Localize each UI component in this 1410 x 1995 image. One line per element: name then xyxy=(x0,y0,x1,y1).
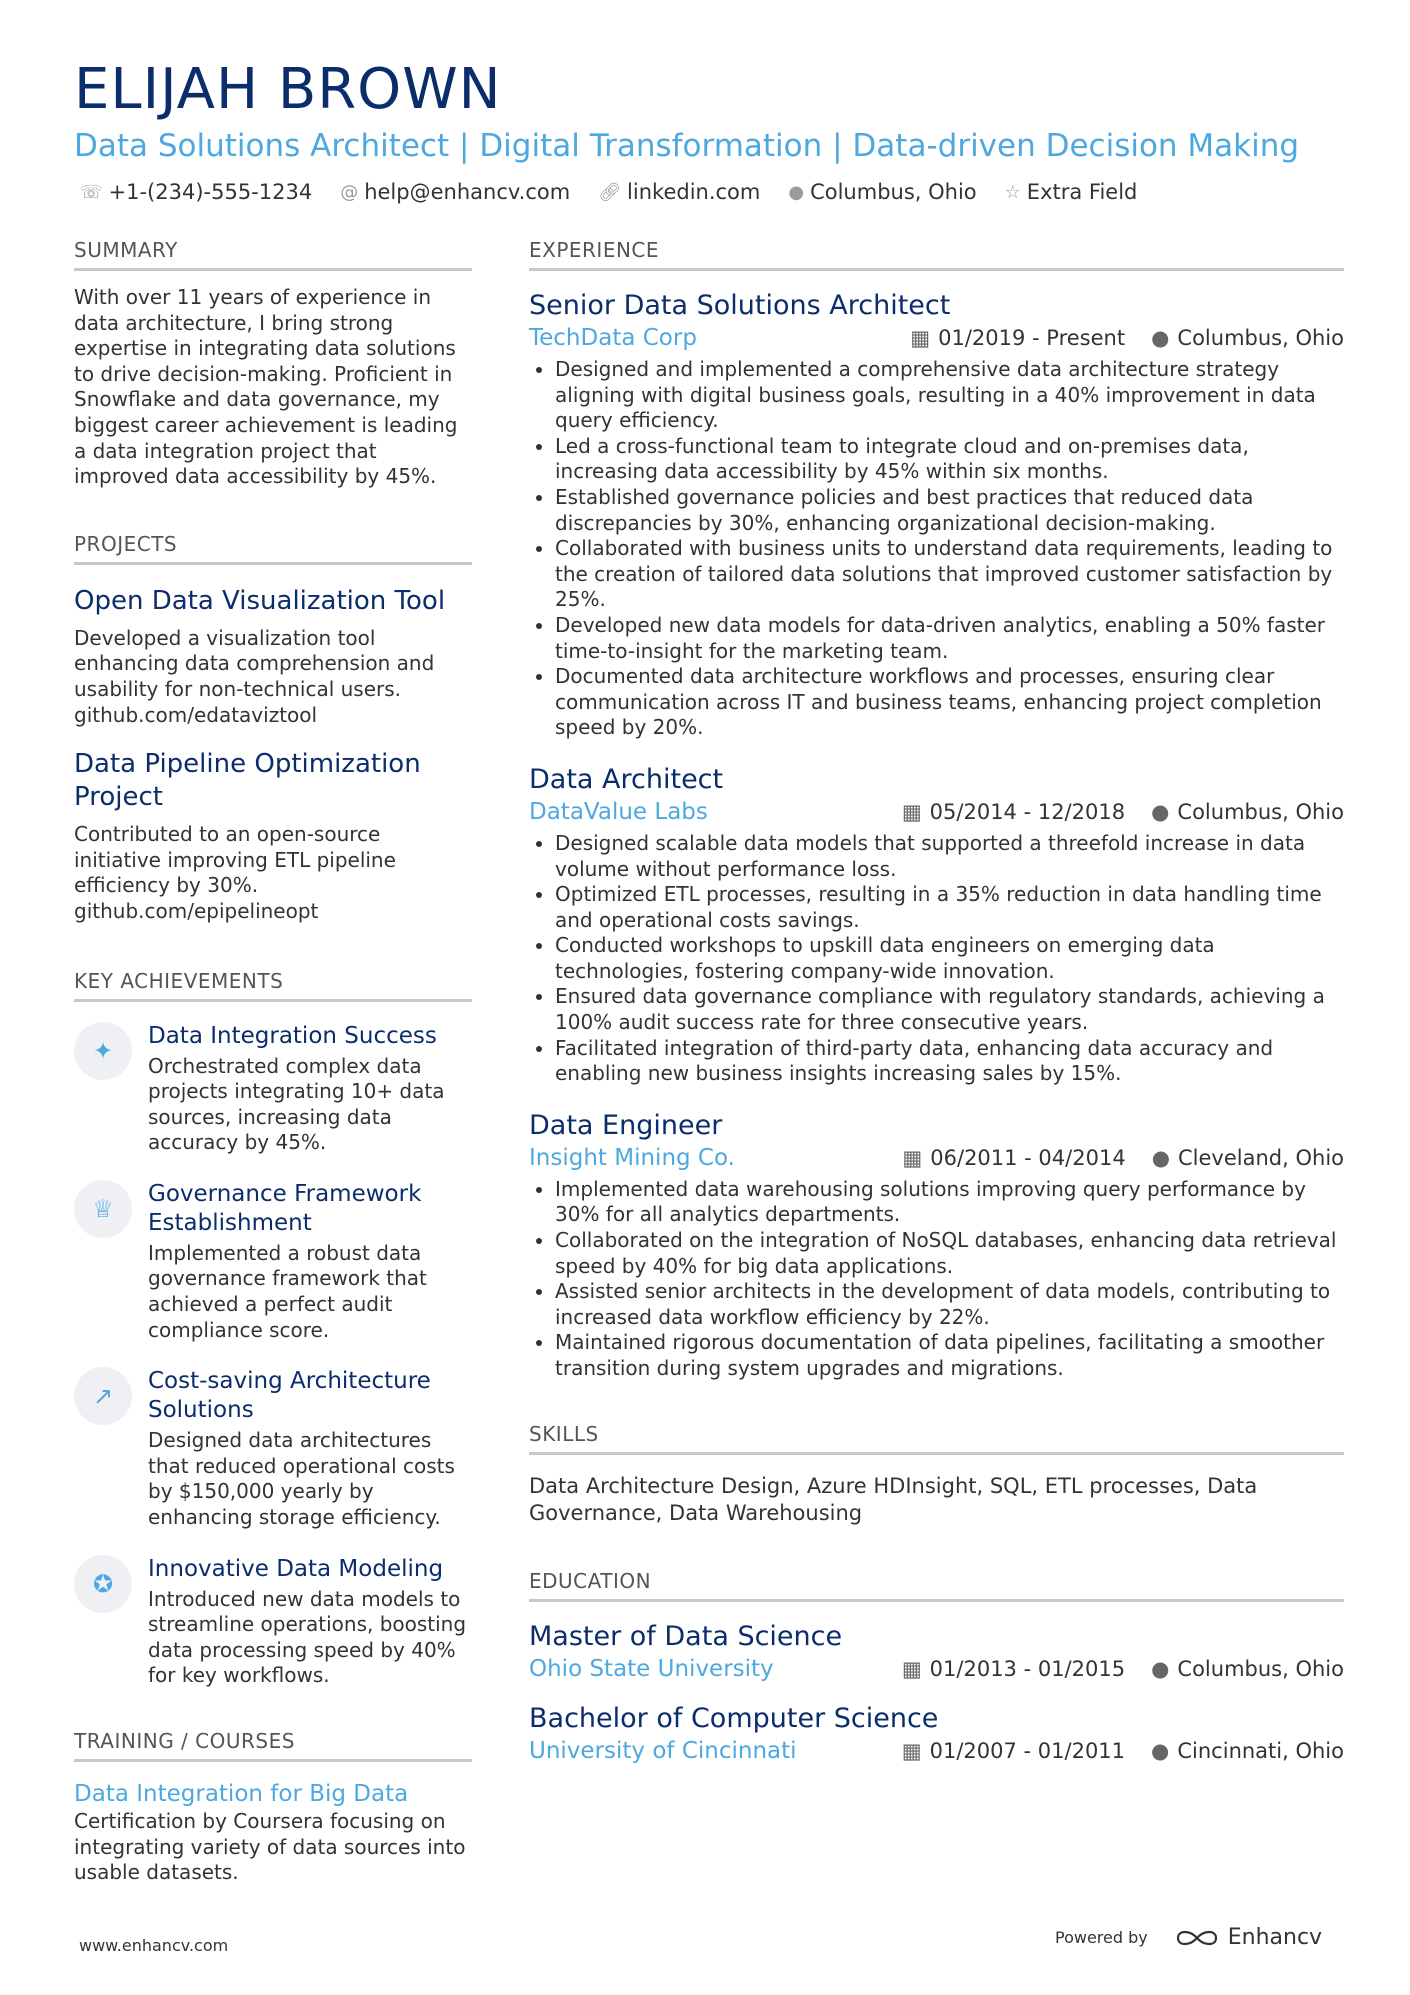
job-dates xyxy=(902,800,1125,824)
location-icon: ● xyxy=(1151,1145,1171,1170)
list-item: • Designed and implemented a comprehensive data architecture strategy aligning with digital business goals, resulting in a 40% improvement in data query efficiency. xyxy=(555,357,1344,434)
education-dates xyxy=(902,1657,1125,1681)
education-location xyxy=(1151,1739,1344,1763)
job-dates xyxy=(902,1146,1125,1170)
calendar-icon: ▦ xyxy=(902,1145,923,1170)
company-name: DataValue Labs xyxy=(529,798,708,825)
list-item: • Documented data architecture workflows and processes, ensuring clear communication across IT and business teams, enhancing project completion speed by 20%. xyxy=(555,664,1344,741)
job-location xyxy=(1152,1146,1344,1170)
section-title-summary: SUMMARY xyxy=(74,238,472,271)
summary-text: With over 11 years of experience in data architecture, I bring strong expertise in integrating data solutions to drive decision-making. Proficient in Snowflake and data governance, my biggest career achievement is leading a data integration project that improved data accessibility by 45%. xyxy=(74,285,458,489)
contact-email[interactable] xyxy=(340,180,570,204)
achievement-item xyxy=(74,1367,472,1530)
calendar-icon: ▦ xyxy=(901,1738,922,1763)
contact-phone-text: +1-(234)-555-1234 xyxy=(108,180,313,204)
project-item xyxy=(74,585,472,728)
contact-location-text: Columbus, Ohio xyxy=(810,180,977,204)
projects-section xyxy=(74,532,472,925)
section-title-skills: SKILLS xyxy=(529,1422,1344,1455)
contact-phone[interactable] xyxy=(80,180,312,204)
job-meta xyxy=(902,800,1344,824)
achievement-item xyxy=(74,1555,472,1689)
section-title-experience: EXPERIENCE xyxy=(529,238,1344,271)
degree-title: Master of Data Science xyxy=(529,1620,843,1652)
right-column xyxy=(529,238,1344,1764)
job-title: Senior Data Solutions Architect xyxy=(529,290,951,321)
trophy-icon: ♕ xyxy=(74,1180,132,1238)
phone-icon: ☏ xyxy=(80,181,103,203)
job-item xyxy=(529,763,1344,1087)
education-item xyxy=(529,1702,1344,1764)
school-name: Ohio State University xyxy=(529,1655,774,1682)
job-bullets xyxy=(529,1177,1344,1382)
degree-title: Bachelor of Computer Science xyxy=(529,1702,939,1734)
magic-wand-icon: ✦ xyxy=(74,1022,132,1080)
achievement-title: Innovative Data Modeling xyxy=(148,1555,444,1582)
list-item: • Assisted senior architects in the development of data models, contributing to increased data workflow efficiency by 22%. xyxy=(555,1279,1344,1330)
achievement-text: Implemented a robust data governance framework that achieved a perfect audit compliance score. xyxy=(148,1240,427,1342)
job-item xyxy=(529,289,1344,741)
job-meta xyxy=(902,1146,1344,1170)
job-dates xyxy=(910,326,1125,350)
contact-bar xyxy=(80,180,1137,204)
list-item: • Facilitated integration of third-party data, enhancing data accuracy and enabling new business insights increasing sales by 15%. xyxy=(555,1036,1344,1087)
job-bullets xyxy=(529,357,1344,741)
job-bullets xyxy=(529,831,1344,1087)
tagline: Data Solutions Architect | Digital Transformation | Data-driven Decision Making xyxy=(74,128,1300,164)
job-meta xyxy=(910,326,1344,350)
job-meta-row xyxy=(529,799,1344,825)
left-column xyxy=(74,238,472,1886)
badge-icon: ✪ xyxy=(74,1555,132,1613)
list-item: • Implemented data warehousing solutions improving query performance by 30% for all analytics departments. xyxy=(555,1177,1344,1228)
list-item: • Optimized ETL processes, resulting in a 35% reduction in data handling time and operational costs savings. xyxy=(555,882,1344,933)
job-dates-text: 06/2011 - 04/2014 xyxy=(930,1145,1126,1170)
achievement-item xyxy=(74,1022,472,1156)
project-item xyxy=(74,748,472,924)
job-dates-text: 01/2019 - Present xyxy=(938,326,1126,350)
footer-website[interactable]: www.enhancv.com xyxy=(79,1936,229,1955)
enhancv-logo[interactable] xyxy=(1174,1925,1322,1950)
skills-text: Data Architecture Design, Azure HDInsight, SQL, ETL processes, Data Governance, Data Warehousing xyxy=(529,1473,1258,1525)
job-location xyxy=(1151,326,1344,350)
training-section xyxy=(74,1729,472,1886)
education-location-text: Columbus, Ohio xyxy=(1177,1656,1344,1681)
job-location xyxy=(1151,800,1344,824)
company-name: Insight Mining Co. xyxy=(529,1144,735,1171)
location-icon: ● xyxy=(1151,326,1170,350)
list-item: • Developed new data models for data-driven analytics, enabling a 50% faster time-to-insight for the marketing team. xyxy=(555,613,1344,664)
education-location-text: Cincinnati, Ohio xyxy=(1177,1738,1344,1763)
job-dates-text: 05/2014 - 12/2018 xyxy=(929,799,1126,824)
powered-by-text: Powered by xyxy=(1055,1928,1148,1947)
list-item: • Collaborated with business units to understand data requirements, leading to the creation of tailored data solutions that improved customer satisfaction by 25%. xyxy=(555,536,1344,613)
education-meta-row xyxy=(529,1738,1344,1764)
job-title: Data Engineer xyxy=(529,1109,723,1141)
job-item xyxy=(529,1109,1344,1382)
contact-extra-text: Extra Field xyxy=(1026,180,1138,204)
section-title-training: TRAINING / COURSES xyxy=(74,1729,472,1762)
summary-section xyxy=(74,238,472,490)
footer-branding xyxy=(1055,1925,1322,1950)
education-item xyxy=(529,1620,1344,1682)
project-title: Data Pipeline Optimization Project xyxy=(74,749,421,813)
calendar-icon: ▦ xyxy=(901,1656,922,1681)
training-title: Data Integration for Big Data xyxy=(74,1781,409,1807)
location-icon: ● xyxy=(1151,799,1170,824)
list-item: • Led a cross-functional team to integrate cloud and on-premises data, increasing data accessibility by 45% within six months. xyxy=(555,434,1344,485)
education-meta xyxy=(902,1739,1344,1763)
training-text: Certification by Coursera focusing on integrating variety of data sources into usable datasets. xyxy=(74,1809,466,1885)
skills-section xyxy=(529,1422,1344,1527)
location-icon: ● xyxy=(1151,1656,1170,1681)
contact-linkedin[interactable] xyxy=(598,180,760,204)
education-meta-row xyxy=(529,1656,1344,1682)
location-icon: ● xyxy=(788,181,805,203)
experience-section xyxy=(529,238,1344,1382)
job-location-text: Columbus, Ohio xyxy=(1177,799,1344,824)
job-meta-row xyxy=(529,325,1344,351)
contact-location xyxy=(788,180,976,204)
location-icon: ● xyxy=(1151,1738,1170,1763)
education-dates xyxy=(902,1739,1125,1763)
calendar-icon: ▦ xyxy=(901,799,922,824)
education-location xyxy=(1151,1657,1344,1681)
section-title-projects: PROJECTS xyxy=(74,532,472,565)
education-section xyxy=(529,1569,1344,1764)
achievement-title: Governance Framework Establishment xyxy=(148,1180,422,1236)
list-item: • Ensured data governance compliance with regulatory standards, achieving a 100% audit success rate for three consecutive years. xyxy=(555,984,1344,1035)
education-dates-text: 01/2007 - 01/2011 xyxy=(929,1738,1126,1763)
achievement-text: Introduced new data models to streamline operations, boosting data processing speed by 40% for key workflows. xyxy=(148,1586,467,1688)
infinity-icon xyxy=(1174,1926,1220,1950)
list-item: • Collaborated on the integration of NoSQL databases, enhancing data retrieval speed by 40% for big data applications. xyxy=(555,1228,1344,1279)
list-item: • Established governance policies and best practices that reduced data discrepancies by 30%, enhancing organizational decision-making. xyxy=(555,485,1344,536)
achievement-title: Data Integration Success xyxy=(148,1022,437,1049)
calendar-icon: ▦ xyxy=(910,326,931,350)
arrows-icon: ↗ xyxy=(74,1367,132,1425)
project-text: Contributed to an open-source initiative improving ETL pipeline efficiency by 30%. github.com/epipelineopt xyxy=(74,822,396,923)
company-name: TechData Corp xyxy=(529,325,697,351)
brand-name: Enhancv xyxy=(1227,1925,1323,1950)
achievement-text: Orchestrated complex data projects integrating 10+ data sources, increasing data accuracy by 45%. xyxy=(148,1053,445,1155)
list-item: • Conducted workshops to upskill data engineers on emerging data technologies, fostering company-wide innovation. xyxy=(555,933,1344,984)
project-text: Developed a visualization tool enhancing data comprehension and usability for non-technical users. github.com/edataviztool xyxy=(74,625,435,727)
section-title-education: EDUCATION xyxy=(529,1569,1344,1602)
contact-extra xyxy=(1005,180,1138,204)
job-title: Data Architect xyxy=(529,763,724,795)
school-name: University of Cincinnati xyxy=(529,1737,797,1764)
job-location-text: Cleveland, Ohio xyxy=(1178,1145,1344,1170)
education-dates-text: 01/2013 - 01/2015 xyxy=(929,1656,1126,1681)
project-title: Open Data Visualization Tool xyxy=(74,585,446,616)
at-icon: @ xyxy=(340,181,359,203)
candidate-name: ELIJAH BROWN xyxy=(74,57,502,122)
job-meta-row xyxy=(529,1145,1344,1171)
list-item: • Designed scalable data models that supported a threefold increase in data volume without performance loss. xyxy=(555,831,1344,882)
contact-linkedin-text: linkedin.com xyxy=(627,180,761,204)
star-icon: ☆ xyxy=(1004,181,1021,203)
achievement-text: Designed data architectures that reduced operational costs by $150,000 yearly by enhancing storage efficiency. xyxy=(148,1428,455,1530)
education-meta xyxy=(902,1657,1344,1681)
achievements-section xyxy=(74,969,472,1690)
achievement-title: Cost-saving Architecture Solutions xyxy=(148,1368,431,1424)
list-item: • Maintained rigorous documentation of data pipelines, facilitating a smoother transition during system upgrades and migrations. xyxy=(555,1330,1344,1381)
job-location-text: Columbus, Ohio xyxy=(1177,326,1344,350)
section-title-achievements: KEY ACHIEVEMENTS xyxy=(74,969,472,1002)
contact-email-text: help@enhancv.com xyxy=(364,180,571,204)
achievement-item xyxy=(74,1180,472,1343)
link-icon: 🔗︎ xyxy=(598,181,622,203)
